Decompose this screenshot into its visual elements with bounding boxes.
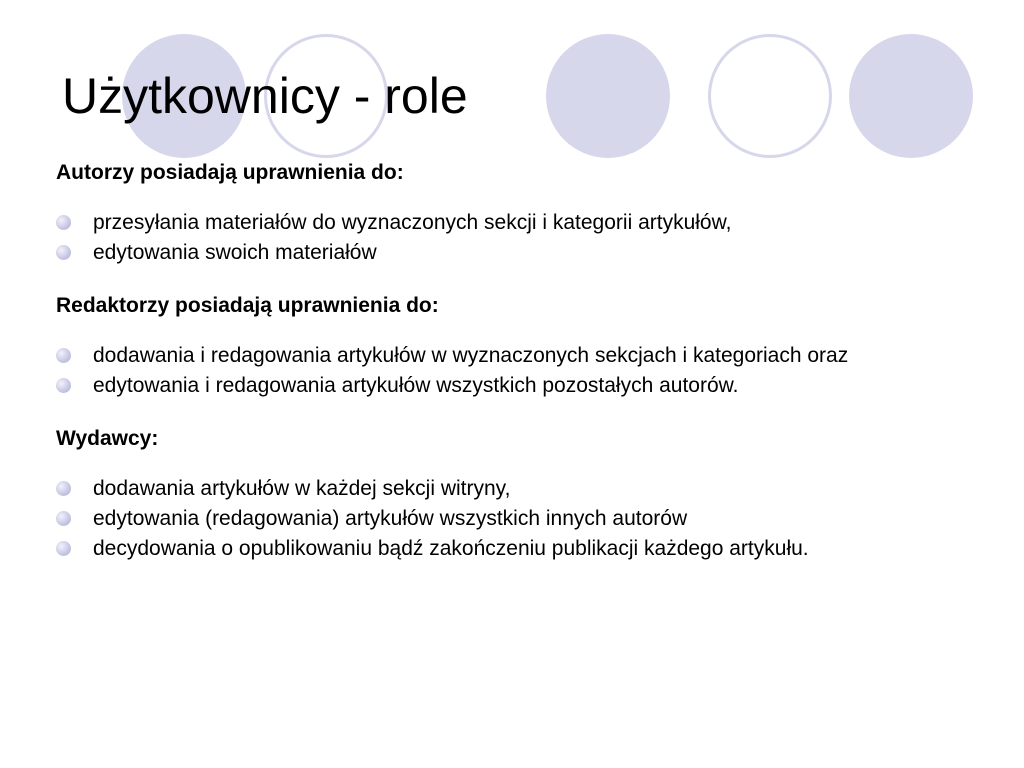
list-item-text: dodawania i redagowania artykułów w wyznaczonych sekcjach i kategoriach oraz	[93, 344, 849, 367]
list-item	[56, 507, 956, 531]
section-authors	[56, 158, 956, 265]
bullet-list	[56, 211, 956, 265]
section-publishers	[56, 424, 956, 561]
decorative-circle-outline	[708, 34, 832, 158]
bullet-icon	[56, 215, 71, 230]
list-item	[56, 211, 956, 235]
bullet-icon	[56, 378, 71, 393]
section-editors	[56, 291, 956, 398]
bullet-icon	[56, 481, 71, 496]
bullet-icon	[56, 245, 71, 260]
list-item	[56, 241, 956, 265]
decorative-circle-filled	[849, 34, 973, 158]
list-item	[56, 537, 956, 561]
list-item-text: przesyłania materiałów do wyznaczonych sekcji i kategorii artykułów,	[93, 211, 732, 234]
bullet-icon	[56, 511, 71, 526]
list-item-text: edytowania i redagowania artykułów wszystkich pozostałych autorów.	[93, 374, 739, 397]
list-item	[56, 374, 956, 398]
slide-content	[56, 158, 956, 587]
list-item-text: decydowania o opublikowaniu bądź zakończeniu publikacji każdego artykułu.	[93, 537, 809, 560]
decorative-circle-filled	[546, 34, 670, 158]
bullet-icon	[56, 348, 71, 363]
section-heading: Autorzy posiadają uprawnienia do:	[56, 161, 404, 184]
bullet-list	[56, 477, 956, 561]
list-item-text: edytowania swoich materiałów	[93, 241, 377, 264]
section-heading: Redaktorzy posiadają uprawnienia do:	[56, 294, 439, 317]
bullet-icon	[56, 541, 71, 556]
list-item	[56, 477, 956, 501]
list-item-text: edytowania (redagowania) artykułów wszystkich innych autorów	[93, 507, 688, 530]
section-heading: Wydawcy:	[56, 427, 159, 450]
list-item-text: dodawania artykułów w każdej sekcji witryny,	[93, 477, 511, 500]
list-item	[56, 344, 956, 368]
bullet-list	[56, 344, 956, 398]
slide-title: Użytkownicy - role	[62, 68, 468, 124]
